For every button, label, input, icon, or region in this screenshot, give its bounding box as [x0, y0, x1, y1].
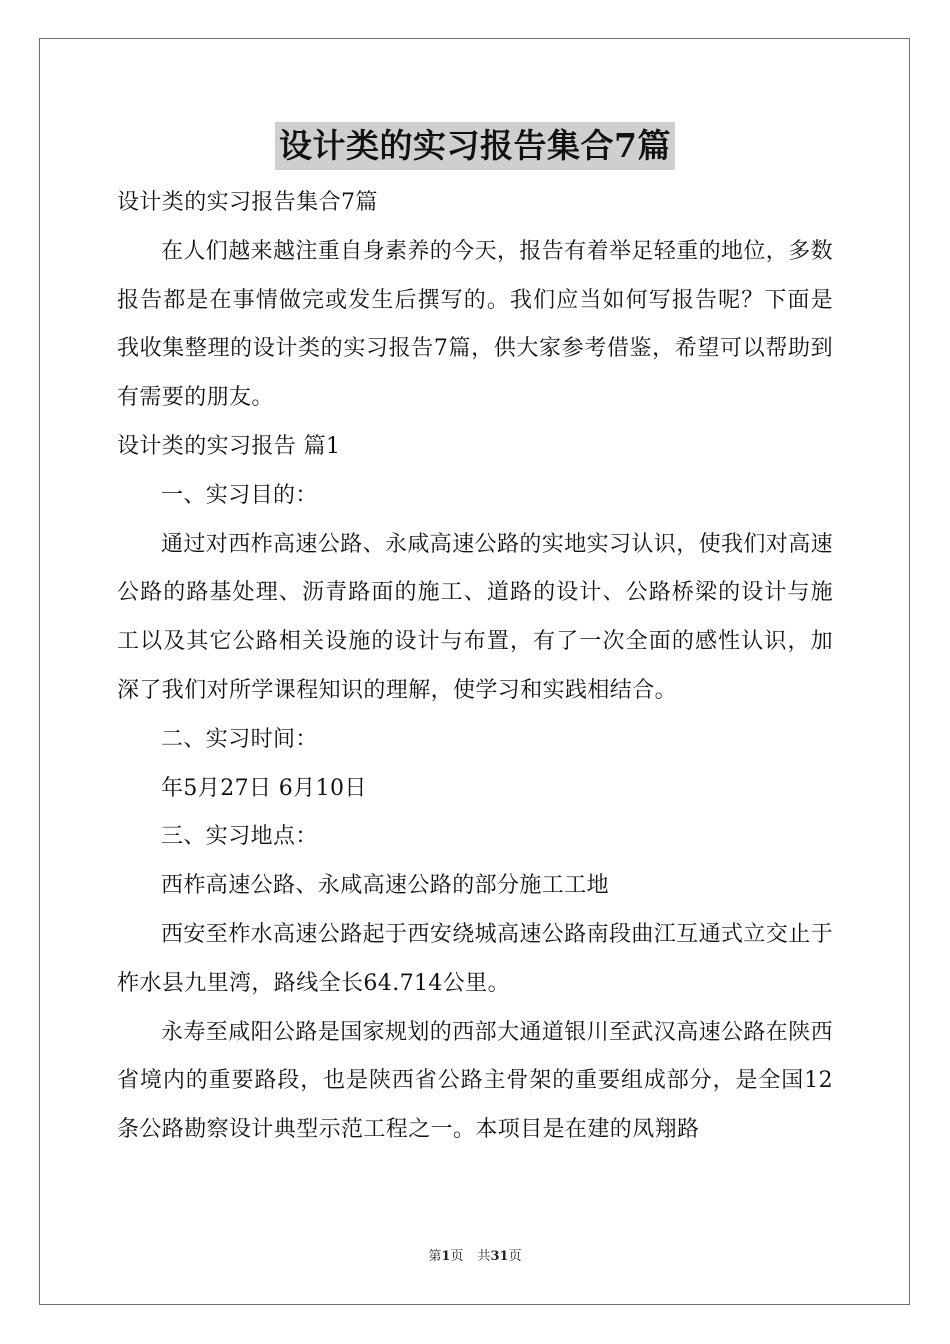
- footer-total-suffix: 页: [508, 1249, 522, 1264]
- document-body: [117, 179, 833, 1155]
- body-paragraph: 三、实习地点：: [161, 824, 318, 850]
- document-title: 设计类的实习报告集合7篇: [275, 122, 675, 170]
- body-paragraph: 永寿至咸阳公路是国家规划的西部大通道银川至武汉高速公路在陕西省境内的重要路段，也是陕西省公路主骨架的重要组成部分，是全国12条公路勘察设计典型示范工程之一。本项目是在建的凤翔路: [117, 1019, 834, 1143]
- footer-page-prefix: 第: [428, 1249, 442, 1264]
- body-paragraph: 设计类的实习报告 篇1: [117, 433, 341, 459]
- body-paragraph: 设计类的实习报告集合7篇: [117, 190, 378, 215]
- body-paragraph: 在人们越来越注重自身素养的今天，报告有着举足轻重的地位，多数报告都是在事情做完或发生后撰写的。我们应当如何写报告呢？下面是我收集整理的设计类的实习报告7篇，供大家参考借鉴，希望可以帮助到有需要的朋友。: [117, 238, 834, 411]
- footer-page-number: 1: [441, 1249, 451, 1264]
- body-paragraph: 一、实习目的：: [161, 482, 318, 508]
- footer-total-prefix: 共: [477, 1249, 491, 1264]
- body-paragraph: 西柞高速公路、永咸高速公路的部分施工工地: [161, 873, 610, 899]
- footer-total-pages: 31: [490, 1249, 509, 1264]
- body-paragraph: 西安至柞水高速公路起于西安绕城高速公路南段曲江互通式立交止于柞水县九里湾，路线全长64.714公里。: [117, 921, 834, 996]
- page-footer: [0, 1245, 950, 1264]
- body-paragraph: 二、实习时间：: [161, 726, 318, 752]
- body-paragraph: 通过对西柞高速公路、永咸高速公路的实地实习认识，使我们对高速公路的路基处理、沥青路面的施工、道路的设计、公路桥梁的设计与施工以及其它公路相关设施的设计与布置，有了一次全面的感性认识，加深了我们对所学课程知识的理解，使学习和实践相结合。: [117, 531, 834, 703]
- title-container: [0, 122, 950, 170]
- body-paragraph: 年5月27日 6月10日: [161, 775, 367, 801]
- footer-page-suffix: 页: [450, 1249, 464, 1264]
